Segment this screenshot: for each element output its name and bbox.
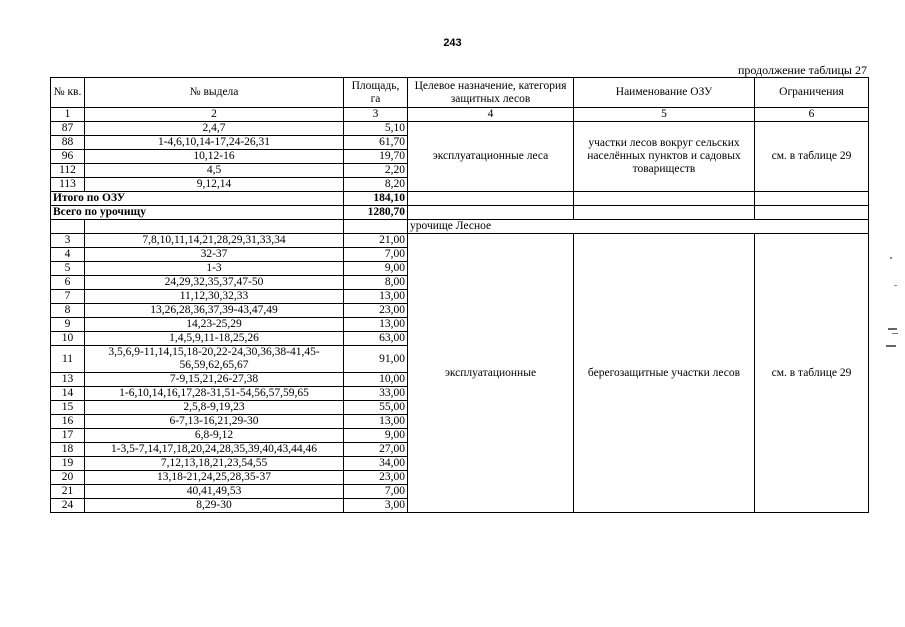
kv-cell: 19: [51, 457, 85, 471]
purpose-cell: эксплуатационные леса: [408, 122, 574, 192]
column-number: 4: [408, 108, 574, 122]
area-cell: 13,00: [344, 290, 408, 304]
empty-cell: [51, 220, 85, 234]
area-cell: 61,70: [344, 136, 408, 150]
column-number-row: [51, 108, 869, 122]
kv-cell: 96: [51, 150, 85, 164]
section-row: [51, 220, 869, 234]
kv-cell: 16: [51, 415, 85, 429]
vydel-cell: 32-37: [85, 248, 344, 262]
vydel-cell: 1,4,5,9,11-18,25,26: [85, 332, 344, 346]
total-ozu-row-label: Итого по ОЗУ: [51, 192, 344, 206]
area-cell: 8,20: [344, 178, 408, 192]
vydel-cell: 40,41,49,53: [85, 485, 344, 499]
vydel-cell: 2,4,7: [85, 122, 344, 136]
vydel-cell: 7,12,13,18,21,23,54,55: [85, 457, 344, 471]
header-kv: № кв.: [51, 78, 85, 108]
kv-cell: 5: [51, 262, 85, 276]
kv-cell: 87: [51, 122, 85, 136]
area-cell: 21,00: [344, 234, 408, 248]
area-cell: 34,00: [344, 457, 408, 471]
vydel-cell: 6,8-9,12: [85, 429, 344, 443]
kv-cell: 24: [51, 499, 85, 513]
forest-table: [50, 77, 869, 513]
vydel-cell: 8,29-30: [85, 499, 344, 513]
vydel-cell: 7,8,10,11,14,21,28,29,31,33,34: [85, 234, 344, 248]
vydel-cell: 11,12,30,32,33: [85, 290, 344, 304]
kv-cell: 88: [51, 136, 85, 150]
vydel-cell: 10,12-16: [85, 150, 344, 164]
area-cell: 55,00: [344, 401, 408, 415]
total-ozu-row-area: 184,10: [344, 192, 408, 206]
vydel-cell: 3,5,6,9-11,14,15,18-20,22-24,30,36,38-41,45-56,59,62,65,67: [85, 346, 344, 373]
kv-cell: 18: [51, 443, 85, 457]
limits-cell: см. в таблице 29: [755, 234, 869, 513]
area-cell: 13,00: [344, 318, 408, 332]
purpose-cell: эксплуатационные: [408, 234, 574, 513]
vydel-cell: 1-4,6,10,14-17,24-26,31: [85, 136, 344, 150]
area-cell: 5,10: [344, 122, 408, 136]
kv-cell: 14: [51, 387, 85, 401]
kv-cell: 6: [51, 276, 85, 290]
section-title: урочище Лесное: [408, 220, 869, 234]
area-cell: 9,00: [344, 262, 408, 276]
area-cell: 19,70: [344, 150, 408, 164]
kv-cell: 3: [51, 234, 85, 248]
kv-cell: 20: [51, 471, 85, 485]
area-cell: 7,00: [344, 485, 408, 499]
area-cell: 2,20: [344, 164, 408, 178]
area-cell: 13,00: [344, 415, 408, 429]
area-cell: 3,00: [344, 499, 408, 513]
vydel-cell: 13,26,28,36,37,39-43,47,49: [85, 304, 344, 318]
area-cell: 8,00: [344, 276, 408, 290]
kv-cell: 113: [51, 178, 85, 192]
ozu-cell: берегозащитные участки лесов: [574, 234, 755, 513]
vydel-cell: 1-3,5-7,14,17,18,20,24,28,35,39,40,43,44,46: [85, 443, 344, 457]
empty-cell: [755, 192, 869, 206]
header-purpose: Целевое назначение, категория защитных лесов: [408, 78, 574, 108]
area-cell: 10,00: [344, 373, 408, 387]
empty-cell: [85, 220, 344, 234]
empty-cell: [408, 206, 574, 220]
total-tract-row-area: 1280,70: [344, 206, 408, 220]
table-row: [51, 234, 869, 248]
column-number: 1: [51, 108, 85, 122]
header-vydel: № выдела: [85, 78, 344, 108]
kv-cell: 21: [51, 485, 85, 499]
column-number: 3: [344, 108, 408, 122]
area-cell: 91,00: [344, 346, 408, 373]
vydel-cell: 1-6,10,14,16,17,28-31,51-54,56,57,59,65: [85, 387, 344, 401]
kv-cell: 15: [51, 401, 85, 415]
vydel-cell: 2,5,8-9,19,23: [85, 401, 344, 415]
area-cell: 33,00: [344, 387, 408, 401]
vydel-cell: 7-9,15,21,26-27,38: [85, 373, 344, 387]
kv-cell: 9: [51, 318, 85, 332]
vydel-cell: 9,12,14: [85, 178, 344, 192]
header-limits: Ограничения: [755, 78, 869, 108]
kv-cell: 17: [51, 429, 85, 443]
area-cell: 23,00: [344, 304, 408, 318]
empty-cell: [408, 192, 574, 206]
area-cell: 27,00: [344, 443, 408, 457]
kv-cell: 8: [51, 304, 85, 318]
empty-cell: [755, 206, 869, 220]
column-number: 2: [85, 108, 344, 122]
empty-cell: [574, 206, 755, 220]
vydel-cell: 4,5: [85, 164, 344, 178]
vydel-cell: 13,18-21,24,25,28,35-37: [85, 471, 344, 485]
vydel-cell: 24,29,32,35,37,47-50: [85, 276, 344, 290]
column-number: 6: [755, 108, 869, 122]
header-ozu: Наименование ОЗУ: [574, 78, 755, 108]
kv-cell: 13: [51, 373, 85, 387]
ozu-cell: участки лесов вокруг сельских населённых пунктов и садовых товариществ: [574, 122, 755, 192]
vydel-cell: 6-7,13-16,21,29-30: [85, 415, 344, 429]
total-tract-row-label: Всего по урочищу: [51, 206, 344, 220]
vydel-cell: 14,23-25,29: [85, 318, 344, 332]
table-row: [51, 122, 869, 136]
limits-cell: см. в таблице 29: [755, 122, 869, 192]
kv-cell: 10: [51, 332, 85, 346]
total-tract-row: [51, 206, 869, 220]
column-number: 5: [574, 108, 755, 122]
empty-cell: [344, 220, 408, 234]
area-cell: 23,00: [344, 471, 408, 485]
area-cell: 9,00: [344, 429, 408, 443]
kv-cell: 4: [51, 248, 85, 262]
area-cell: 7,00: [344, 248, 408, 262]
kv-cell: 7: [51, 290, 85, 304]
header-area: Площадь, га: [344, 78, 408, 108]
kv-cell: 112: [51, 164, 85, 178]
total-ozu-row: [51, 192, 869, 206]
table-continuation-note: продолжение таблицы 27: [737, 63, 867, 77]
vydel-cell: 1-3: [85, 262, 344, 276]
scan-artifact-marks: [884, 255, 904, 355]
empty-cell: [574, 192, 755, 206]
page-number: 243: [443, 37, 462, 49]
kv-cell: 11: [51, 346, 85, 373]
area-cell: 63,00: [344, 332, 408, 346]
